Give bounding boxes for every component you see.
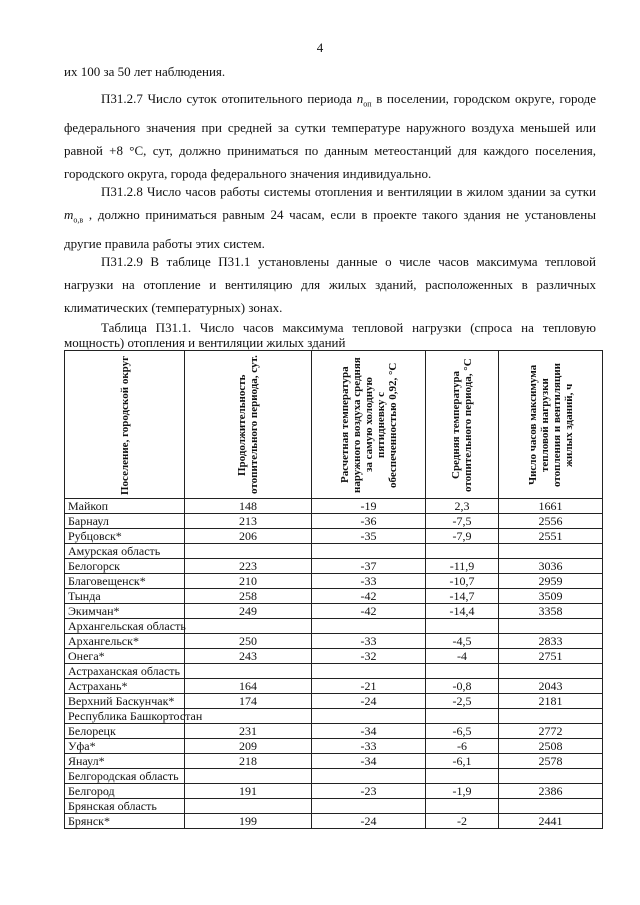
p1-text-b: в поселении, городском округе, городе федерального значения при средней за сутки температуре наружного воздуха меньшей или равной +8 °С, сут, должно приниматься по данным метеостанций для каждого поселения, городского округа, города федерального значения индивидуально. <box>64 91 596 181</box>
cell-days: 191 <box>185 784 312 799</box>
cell-t-avg: -14,4 <box>426 604 499 619</box>
table-row <box>65 604 603 619</box>
cell-t-avg: -7,9 <box>426 529 499 544</box>
heat-load-table <box>64 350 603 829</box>
cell-t-avg: -10,7 <box>426 574 499 589</box>
paragraph-p31-2-7 <box>64 87 596 185</box>
cell-name: Онега* <box>65 649 185 664</box>
table-region-row <box>65 619 603 634</box>
table-row <box>65 514 603 529</box>
cell-t-design <box>312 664 426 679</box>
cell-days: 243 <box>185 649 312 664</box>
symbol-m-ov: $m_{о,в}$ <box>64 207 84 225</box>
cell-hours: 2043 <box>499 679 603 694</box>
cell-hours: 2959 <box>499 574 603 589</box>
table-row <box>65 574 603 589</box>
cell-days: 199 <box>185 814 312 829</box>
cell-name: Тында <box>65 589 185 604</box>
cell-t-avg: -7,5 <box>426 514 499 529</box>
table-row <box>65 694 603 709</box>
cell-hours <box>499 769 603 784</box>
cell-t-design: -32 <box>312 649 426 664</box>
cell-hours: 3358 <box>499 604 603 619</box>
table-region-row <box>65 799 603 814</box>
cell-hours: 2833 <box>499 634 603 649</box>
cell-days: 223 <box>185 559 312 574</box>
table-caption: Таблица П31.1. Число часов максимума тепловой нагрузки (спроса на тепловую мощность) отопления и вентиляции жилых зданий <box>64 320 596 350</box>
cell-t-design: -24 <box>312 694 426 709</box>
table-row <box>65 589 603 604</box>
table-region-row <box>65 709 603 724</box>
cell-days <box>185 619 312 634</box>
cell-hours: 3036 <box>499 559 603 574</box>
cell-days <box>185 799 312 814</box>
header-settlement: Поселение, городской округ <box>65 351 185 499</box>
cell-days: 249 <box>185 604 312 619</box>
cell-t-avg: -4,5 <box>426 634 499 649</box>
table-header-row <box>65 351 603 499</box>
p1-text-a: П31.2.7 Число суток отопительного периода <box>101 91 357 106</box>
cell-hours <box>499 664 603 679</box>
cell-t-avg: -14,7 <box>426 589 499 604</box>
cell-hours: 2441 <box>499 814 603 829</box>
cell-name: Архангельск* <box>65 634 185 649</box>
cell-t-avg <box>426 709 499 724</box>
cell-hours: 2181 <box>499 694 603 709</box>
cell-hours: 2556 <box>499 514 603 529</box>
cell-hours <box>499 544 603 559</box>
cell-t-avg: -2,5 <box>426 694 499 709</box>
cell-days: 213 <box>185 514 312 529</box>
cell-name: Экимчан* <box>65 604 185 619</box>
cell-name: Белгородская область <box>65 769 185 784</box>
header-duration: Продолжительность отопительного периода, сут. <box>185 351 312 499</box>
cell-hours: 2578 <box>499 754 603 769</box>
cell-name: Брянская область <box>65 799 185 814</box>
cell-t-avg: -6,1 <box>426 754 499 769</box>
cell-hours: 3509 <box>499 589 603 604</box>
cell-t-design: -34 <box>312 724 426 739</box>
cell-t-avg: -1,9 <box>426 784 499 799</box>
cell-t-design: -33 <box>312 574 426 589</box>
table-row <box>65 499 603 514</box>
header-avg-temp: Средняя температура отопительного периода, °С <box>426 351 499 499</box>
cell-t-design: -19 <box>312 499 426 514</box>
cell-t-design <box>312 769 426 784</box>
cell-days <box>185 709 312 724</box>
cell-days: 148 <box>185 499 312 514</box>
cell-t-avg: 2,3 <box>426 499 499 514</box>
cell-t-avg: -11,9 <box>426 559 499 574</box>
cell-hours: 2551 <box>499 529 603 544</box>
p2-text-b: , должно приниматься равным 24 часам, если в проекте такого здания не установлены другие правила работы этих систем. <box>64 207 596 251</box>
cell-name: Астраханская область <box>65 664 185 679</box>
cell-days: 210 <box>185 574 312 589</box>
cell-name: Белогорск <box>65 559 185 574</box>
cell-t-design: -34 <box>312 754 426 769</box>
table-row <box>65 634 603 649</box>
table-row <box>65 679 603 694</box>
cell-hours: 2386 <box>499 784 603 799</box>
cell-name: Рубцовск* <box>65 529 185 544</box>
cell-days <box>185 769 312 784</box>
header-design-temp: Расчетная температура наружного воздуха средняя за самую холодную пятидневку с обеспеченностью 0,92, °С <box>312 351 426 499</box>
cell-t-design: -33 <box>312 634 426 649</box>
table-row <box>65 739 603 754</box>
cell-name: Белгород <box>65 784 185 799</box>
cell-name: Архангельская область <box>65 619 185 634</box>
cell-days: 174 <box>185 694 312 709</box>
cell-days: 206 <box>185 529 312 544</box>
cell-days: 258 <box>185 589 312 604</box>
cell-t-design: -42 <box>312 589 426 604</box>
cell-t-design: -37 <box>312 559 426 574</box>
page-number: 4 <box>316 40 324 55</box>
cell-hours: 1661 <box>499 499 603 514</box>
cell-hours: 2751 <box>499 649 603 664</box>
cell-name: Брянск* <box>65 814 185 829</box>
table-row <box>65 784 603 799</box>
cell-name: Янаул* <box>65 754 185 769</box>
table-region-row <box>65 544 603 559</box>
cell-days: 209 <box>185 739 312 754</box>
paragraph-continuation <box>64 60 596 83</box>
paragraph-p0: их 100 за 50 лет наблюдения. <box>64 64 226 79</box>
cell-t-design: -24 <box>312 814 426 829</box>
cell-name: Республика Башкортостан <box>65 709 185 724</box>
cell-days <box>185 544 312 559</box>
cell-hours <box>499 709 603 724</box>
cell-t-design: -21 <box>312 679 426 694</box>
cell-t-avg <box>426 544 499 559</box>
cell-days: 231 <box>185 724 312 739</box>
cell-t-design <box>312 619 426 634</box>
cell-t-avg <box>426 799 499 814</box>
table-body <box>65 499 603 829</box>
cell-t-avg: -6 <box>426 739 499 754</box>
table-region-row <box>65 664 603 679</box>
cell-days <box>185 664 312 679</box>
cell-t-design: -23 <box>312 784 426 799</box>
cell-t-design: -33 <box>312 739 426 754</box>
table-row <box>65 649 603 664</box>
cell-t-design <box>312 709 426 724</box>
header-max-hours: Число часов максимума тепловой нагрузки отопления и вентиляции жилых зданий, ч <box>499 351 603 499</box>
table-row <box>65 814 603 829</box>
symbol-n-op: $n_{оп}$ <box>356 91 372 109</box>
cell-t-design: -36 <box>312 514 426 529</box>
cell-t-avg: -6,5 <box>426 724 499 739</box>
cell-t-design: -35 <box>312 529 426 544</box>
cell-hours <box>499 799 603 814</box>
cell-t-avg <box>426 769 499 784</box>
table-row <box>65 529 603 544</box>
cell-name: Уфа* <box>65 739 185 754</box>
cell-t-avg: -4 <box>426 649 499 664</box>
table-row <box>65 724 603 739</box>
cell-t-avg: -0,8 <box>426 679 499 694</box>
paragraph-p31-2-9 <box>64 250 596 319</box>
table-row <box>65 559 603 574</box>
cell-hours: 2508 <box>499 739 603 754</box>
cell-t-design <box>312 799 426 814</box>
cell-name: Белорецк <box>65 724 185 739</box>
table-region-row <box>65 769 603 784</box>
cell-name: Майкоп <box>65 499 185 514</box>
cell-days: 164 <box>185 679 312 694</box>
cell-hours: 2772 <box>499 724 603 739</box>
cell-name: Верхний Баскунчак* <box>65 694 185 709</box>
cell-days: 218 <box>185 754 312 769</box>
cell-name: Барнаул <box>65 514 185 529</box>
paragraph-p31-2-8 <box>64 180 596 255</box>
cell-t-design <box>312 544 426 559</box>
cell-name: Благовещенск* <box>65 574 185 589</box>
cell-hours <box>499 619 603 634</box>
cell-t-avg <box>426 619 499 634</box>
cell-t-design: -42 <box>312 604 426 619</box>
cell-name: Амурская область <box>65 544 185 559</box>
p3-text: П31.2.9 В таблице П31.1 установлены данные о числе часов максимума тепловой нагрузки на отопление и вентиляцию для жилых зданий, расположенных в различных климатических (температурных) зонах. <box>64 254 596 315</box>
cell-name: Астрахань* <box>65 679 185 694</box>
p2-text-a: П31.2.8 Число часов работы системы отопления и вентиляции в жилом здании за сутки <box>101 184 596 199</box>
cell-days: 250 <box>185 634 312 649</box>
cell-t-avg <box>426 664 499 679</box>
table-row <box>65 754 603 769</box>
cell-t-avg: -2 <box>426 814 499 829</box>
